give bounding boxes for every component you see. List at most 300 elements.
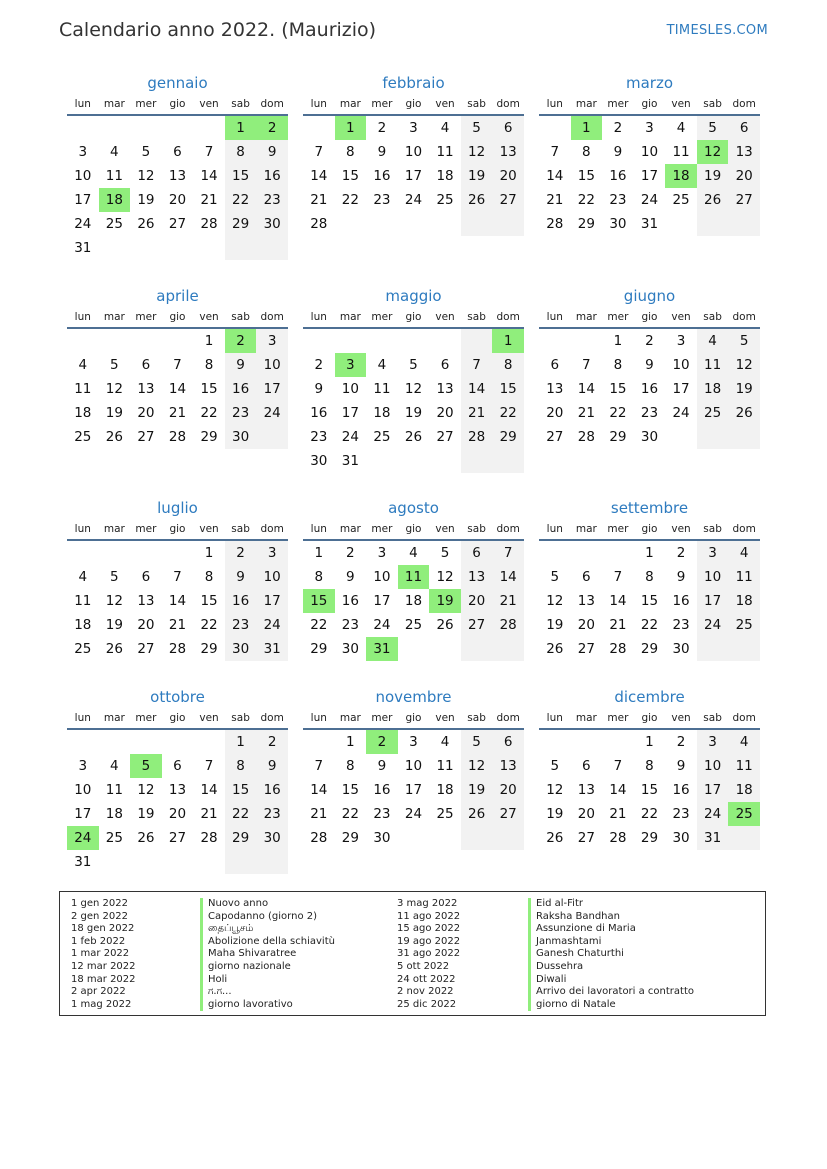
month-name: novembre (375, 688, 452, 706)
weekday-label: mer (371, 712, 393, 724)
day-cell: 2 (256, 730, 288, 754)
day-cell: 30 (672, 830, 690, 846)
weekday-label: mar (103, 98, 125, 110)
weekday-label: lun (74, 523, 91, 535)
day-cell: 31 (256, 637, 288, 661)
day-cell: 7 (613, 569, 623, 585)
day-cell: 19 (697, 164, 729, 188)
holiday-names-col-1 (200, 898, 335, 1011)
day-cell: 18 (74, 405, 92, 421)
day-cell: 4 (676, 120, 686, 136)
day-cell: 19 (105, 405, 123, 421)
day-cell: 6 (141, 357, 151, 373)
day-cell: 26 (436, 617, 454, 633)
day-cell: 2 (346, 545, 355, 561)
weekday-label: gio (169, 523, 186, 535)
day-cell: 12 (461, 754, 493, 778)
day-cell: 13 (436, 381, 454, 397)
day-cell: 28 (200, 830, 218, 846)
weekday-header (303, 708, 524, 730)
day-cell: 9 (645, 357, 654, 373)
day-cell: 13 (461, 565, 493, 589)
holiday-name: Eid al-Fitr (528, 898, 694, 911)
day-cell: 13 (728, 140, 760, 164)
day-cell: 25 (672, 192, 690, 208)
empty-cell (335, 212, 367, 236)
day-cell: 16 (640, 381, 659, 397)
weekday-header (303, 519, 524, 541)
day-cell: 5 (461, 730, 493, 754)
empty-cell (99, 730, 131, 754)
empty-cell (728, 637, 760, 661)
day-cell: 22 (640, 617, 659, 633)
day-cell: 26 (461, 188, 493, 212)
day-cell: 8 (492, 353, 524, 377)
day-cell: 5 (440, 545, 450, 561)
day-cell: 1 (645, 545, 654, 561)
day-cell: 27 (577, 830, 595, 846)
weekday-label: gio (641, 98, 658, 110)
day-cell: 29 (200, 429, 218, 445)
weekday-header (539, 94, 760, 116)
holiday-name: Abolizione della schiavitù (200, 936, 335, 949)
holiday-name: giorno di Natale (528, 999, 694, 1012)
day-cell: 15 (200, 381, 218, 397)
day-cell: 14 (577, 381, 595, 397)
empty-cell (571, 730, 603, 754)
day-cell: 17 (404, 168, 423, 184)
day-cell: 4 (78, 357, 88, 373)
day-cell: 26 (697, 188, 729, 212)
day-cell: 3 (697, 730, 729, 754)
day-cell: 27 (137, 641, 155, 657)
weekday-label: gio (641, 311, 658, 323)
weekday-label: dom (260, 523, 284, 535)
day-cell: 23 (373, 192, 391, 208)
month-agosto (303, 497, 524, 661)
weekday-label: dom (732, 311, 756, 323)
month-name: luglio (157, 499, 198, 517)
day-cell: 28 (310, 830, 328, 846)
empty-cell (492, 449, 524, 473)
weekday-label: sab (231, 98, 250, 110)
day-cell: 23 (310, 429, 328, 445)
day-cell: 7 (461, 353, 493, 377)
holiday-name: Dussehra (528, 961, 694, 974)
weekday-label: ven (671, 311, 691, 323)
weekday-header (303, 94, 524, 116)
empty-cell (303, 730, 335, 754)
day-cell: 25 (728, 613, 760, 637)
weekday-label: mer (135, 311, 157, 323)
day-cell: 18 (74, 617, 92, 633)
month-name: marzo (625, 74, 674, 92)
weekday-header (67, 307, 288, 329)
day-cell: 17 (256, 589, 288, 613)
day-cell: 15 (200, 593, 218, 609)
day-cell: 6 (173, 758, 182, 774)
day-cell: 30 (341, 641, 359, 657)
day-cell: 6 (550, 357, 560, 373)
empty-cell (461, 826, 493, 850)
day-cell: 10 (672, 357, 690, 373)
day-cell: 27 (728, 188, 760, 212)
holiday-name: Maha Shivaratree (200, 948, 335, 961)
day-cell: 30 (225, 425, 257, 449)
day-cell: 1 (613, 333, 623, 349)
day-cell: 24 (67, 826, 99, 850)
day-cell: 9 (256, 140, 288, 164)
day-cell: 15 (225, 778, 257, 802)
weekday-label: mer (371, 311, 393, 323)
day-grid (539, 116, 760, 236)
day-cell: 5 (550, 569, 560, 585)
day-cell: 18 (697, 377, 729, 401)
day-cell: 28 (168, 429, 187, 445)
weekday-label: ven (199, 712, 219, 724)
month-name: maggio (385, 287, 442, 305)
day-cell: 5 (728, 329, 760, 353)
day-cell: 3 (697, 541, 729, 565)
day-cell: 11 (728, 565, 760, 589)
day-cell: 22 (200, 405, 218, 421)
day-cell: 25 (105, 830, 123, 846)
weekday-label: dom (260, 712, 284, 724)
day-cell: 31 (341, 453, 359, 469)
weekday-label: mar (575, 311, 597, 323)
day-cell: 12 (404, 381, 423, 397)
day-cell: 12 (436, 569, 454, 585)
holiday-name: தைப்பூசம் (200, 923, 335, 936)
day-cell: 23 (225, 613, 257, 637)
day-cell: 6 (492, 730, 524, 754)
day-cell: 11 (373, 381, 391, 397)
empty-cell (256, 850, 288, 874)
day-cell: 8 (346, 144, 355, 160)
day-cell: 11 (436, 144, 454, 160)
day-cell: 18 (105, 806, 123, 822)
month-aprile (67, 285, 288, 449)
day-cell: 27 (168, 216, 187, 232)
day-cell: 1 (335, 116, 367, 140)
empty-cell (99, 329, 131, 353)
day-cell: 11 (74, 381, 92, 397)
day-cell: 27 (436, 429, 454, 445)
day-cell: 18 (373, 405, 391, 421)
empty-cell (461, 449, 493, 473)
day-cell: 11 (105, 168, 123, 184)
day-cell: 14 (200, 782, 218, 798)
day-cell: 5 (110, 569, 119, 585)
empty-cell (728, 826, 760, 850)
day-cell: 16 (256, 778, 288, 802)
day-cell: 13 (137, 593, 155, 609)
holiday-name: Janmashtami (528, 936, 694, 949)
day-cell: 24 (256, 401, 288, 425)
holiday-name: Ganesh Chaturthi (528, 948, 694, 961)
day-cell: 5 (141, 144, 151, 160)
day-cell: 9 (676, 758, 686, 774)
holiday-date: 1 feb 2022 (71, 935, 126, 947)
weekday-label: lun (546, 311, 563, 323)
weekday-label: ven (199, 98, 219, 110)
empty-cell (99, 850, 131, 874)
day-cell: 20 (728, 164, 760, 188)
day-cell: 27 (137, 429, 155, 445)
day-cell: 25 (436, 806, 454, 822)
day-cell: 3 (78, 758, 88, 774)
holiday-date: 5 ott 2022 (397, 960, 450, 972)
weekday-label: ven (199, 523, 219, 535)
day-cell: 28 (546, 216, 564, 232)
holiday-dates-col-2 (397, 898, 460, 1011)
day-cell: 5 (409, 357, 418, 373)
day-cell: 10 (74, 782, 92, 798)
day-cell: 17 (640, 168, 659, 184)
day-cell: 19 (137, 806, 155, 822)
empty-cell (398, 212, 430, 236)
day-cell: 26 (105, 429, 123, 445)
day-cell: 10 (74, 168, 92, 184)
day-cell: 22 (200, 617, 218, 633)
day-cell: 29 (640, 830, 659, 846)
day-cell: 13 (168, 168, 187, 184)
empty-cell (162, 236, 194, 260)
day-cell: 12 (697, 140, 729, 164)
holiday-name: Arrivo dei lavoratori a contratto (528, 986, 694, 999)
day-cell: 7 (173, 569, 182, 585)
holiday-name: ಗ.ಗ... (200, 986, 335, 999)
holiday-date: 19 ago 2022 (397, 935, 461, 947)
empty-cell (193, 850, 225, 874)
day-cell: 19 (137, 192, 155, 208)
day-cell: 9 (676, 569, 686, 585)
holiday-name: Holi (200, 974, 335, 987)
day-cell: 1 (645, 734, 654, 750)
weekday-label: gio (405, 712, 422, 724)
day-cell: 8 (204, 569, 214, 585)
day-cell: 4 (110, 144, 119, 160)
day-cell: 6 (492, 116, 524, 140)
day-cell: 14 (609, 593, 627, 609)
day-cell: 7 (492, 541, 524, 565)
empty-cell (461, 212, 493, 236)
day-cell: 11 (74, 593, 92, 609)
day-cell: 26 (137, 830, 155, 846)
holiday-name: giorno lavorativo (200, 999, 335, 1012)
day-cell: 18 (436, 782, 454, 798)
day-cell: 26 (404, 429, 423, 445)
day-grid (303, 541, 524, 661)
weekday-label: mar (103, 712, 125, 724)
day-cell: 3 (256, 329, 288, 353)
day-cell: 26 (105, 641, 123, 657)
day-cell: 15 (341, 168, 359, 184)
weekday-label: sab (467, 523, 486, 535)
month-name: giugno (623, 287, 676, 305)
weekday-label: dom (260, 98, 284, 110)
day-cell: 29 (341, 830, 359, 846)
weekday-label: mer (607, 523, 629, 535)
site-link[interactable]: TIMESLES.COM (666, 23, 768, 38)
empty-cell (162, 850, 194, 874)
weekday-label: ven (435, 98, 455, 110)
day-cell: 12 (546, 782, 564, 798)
weekday-label: lun (546, 712, 563, 724)
day-cell: 8 (225, 754, 257, 778)
day-cell: 18 (436, 168, 454, 184)
holiday-date: 25 dic 2022 (397, 998, 457, 1010)
empty-cell (67, 116, 99, 140)
weekday-label: lun (546, 523, 563, 535)
day-cell: 4 (78, 569, 88, 585)
day-cell: 25 (728, 802, 760, 826)
day-cell: 21 (577, 405, 595, 421)
weekday-label: ven (671, 98, 691, 110)
empty-cell (697, 425, 729, 449)
weekday-label: mer (607, 712, 629, 724)
day-cell: 12 (105, 381, 123, 397)
weekday-label: mer (607, 311, 629, 323)
day-cell: 9 (377, 144, 387, 160)
day-cell: 23 (640, 405, 659, 421)
day-cell: 22 (341, 806, 359, 822)
day-cell: 23 (609, 192, 627, 208)
weekday-label: lun (310, 311, 327, 323)
day-cell: 11 (672, 144, 690, 160)
empty-cell (429, 637, 461, 661)
empty-cell (728, 425, 760, 449)
day-cell: 8 (645, 758, 654, 774)
day-cell: 24 (373, 617, 391, 633)
day-cell: 30 (256, 212, 288, 236)
empty-cell (67, 730, 99, 754)
day-cell: 19 (546, 806, 564, 822)
holiday-name: Raksha Bandhan (528, 911, 694, 924)
weekday-label: gio (641, 523, 658, 535)
day-cell: 28 (200, 216, 218, 232)
day-cell: 14 (310, 782, 328, 798)
day-cell: 20 (492, 778, 524, 802)
day-cell: 18 (728, 589, 760, 613)
empty-cell (130, 236, 162, 260)
day-cell: 12 (728, 353, 760, 377)
day-cell: 24 (404, 192, 423, 208)
day-cell: 13 (492, 754, 524, 778)
day-cell: 29 (640, 641, 659, 657)
day-cell: 4 (409, 545, 418, 561)
empty-cell (429, 212, 461, 236)
day-cell: 27 (168, 830, 187, 846)
weekday-label: sab (231, 712, 250, 724)
weekday-label: lun (310, 523, 327, 535)
month-novembre (303, 686, 524, 850)
day-cell: 2 (256, 116, 288, 140)
holiday-date: 3 mag 2022 (397, 898, 458, 909)
weekday-label: mar (103, 523, 125, 535)
day-cell: 23 (256, 802, 288, 826)
day-cell: 13 (137, 381, 155, 397)
day-cell: 27 (461, 613, 493, 637)
day-cell: 31 (74, 240, 92, 256)
day-cell: 14 (461, 377, 493, 401)
day-cell: 22 (640, 806, 659, 822)
empty-cell (99, 116, 131, 140)
holiday-name: Capodanno (giorno 2) (200, 911, 335, 924)
day-cell: 8 (225, 140, 257, 164)
day-cell: 1 (225, 116, 257, 140)
empty-cell (665, 425, 697, 449)
day-cell: 2 (314, 357, 324, 373)
weekday-label: lun (310, 98, 327, 110)
empty-cell (193, 116, 225, 140)
holiday-date: 11 ago 2022 (397, 910, 461, 922)
day-cell: 14 (609, 782, 627, 798)
day-cell: 12 (137, 782, 155, 798)
empty-cell (539, 116, 571, 140)
empty-cell (193, 236, 225, 260)
day-grid (67, 116, 288, 260)
month-dicembre (539, 686, 760, 850)
day-cell: 8 (314, 569, 324, 585)
day-cell: 7 (582, 357, 591, 373)
day-grid (539, 541, 760, 661)
day-cell: 25 (404, 617, 423, 633)
weekday-label: ven (199, 311, 219, 323)
day-cell: 9 (346, 569, 355, 585)
day-cell: 7 (550, 144, 560, 160)
day-cell: 23 (225, 401, 257, 425)
day-cell: 10 (373, 569, 391, 585)
empty-cell (461, 329, 493, 353)
day-cell: 22 (341, 192, 359, 208)
empty-cell (67, 329, 99, 353)
empty-cell (429, 826, 461, 850)
day-cell: 14 (310, 168, 328, 184)
empty-cell (429, 329, 461, 353)
day-grid (539, 730, 760, 850)
empty-cell (366, 212, 398, 236)
day-cell: 20 (492, 164, 524, 188)
day-cell: 1 (225, 730, 257, 754)
day-cell: 25 (373, 429, 391, 445)
day-cell: 8 (204, 357, 214, 373)
empty-cell (99, 236, 131, 260)
day-cell: 21 (546, 192, 564, 208)
day-cell: 15 (609, 381, 627, 397)
day-cell: 7 (173, 357, 182, 373)
day-cell: 28 (310, 216, 328, 232)
weekday-header (303, 307, 524, 329)
day-cell: 10 (404, 758, 423, 774)
day-cell: 5 (110, 357, 119, 373)
weekday-label: ven (671, 712, 691, 724)
day-cell: 19 (105, 617, 123, 633)
holiday-date: 1 gen 2022 (71, 898, 129, 909)
day-cell: 24 (697, 613, 729, 637)
day-cell: 30 (256, 826, 288, 850)
day-cell: 20 (461, 589, 493, 613)
day-cell: 6 (582, 569, 591, 585)
day-cell: 1 (492, 329, 524, 353)
day-cell: 26 (546, 830, 564, 846)
day-cell: 24 (697, 802, 729, 826)
day-cell: 10 (404, 144, 423, 160)
holiday-dates-col-1 (71, 898, 136, 1011)
empty-cell (130, 541, 162, 565)
day-cell: 4 (440, 120, 450, 136)
day-cell: 22 (310, 617, 328, 633)
